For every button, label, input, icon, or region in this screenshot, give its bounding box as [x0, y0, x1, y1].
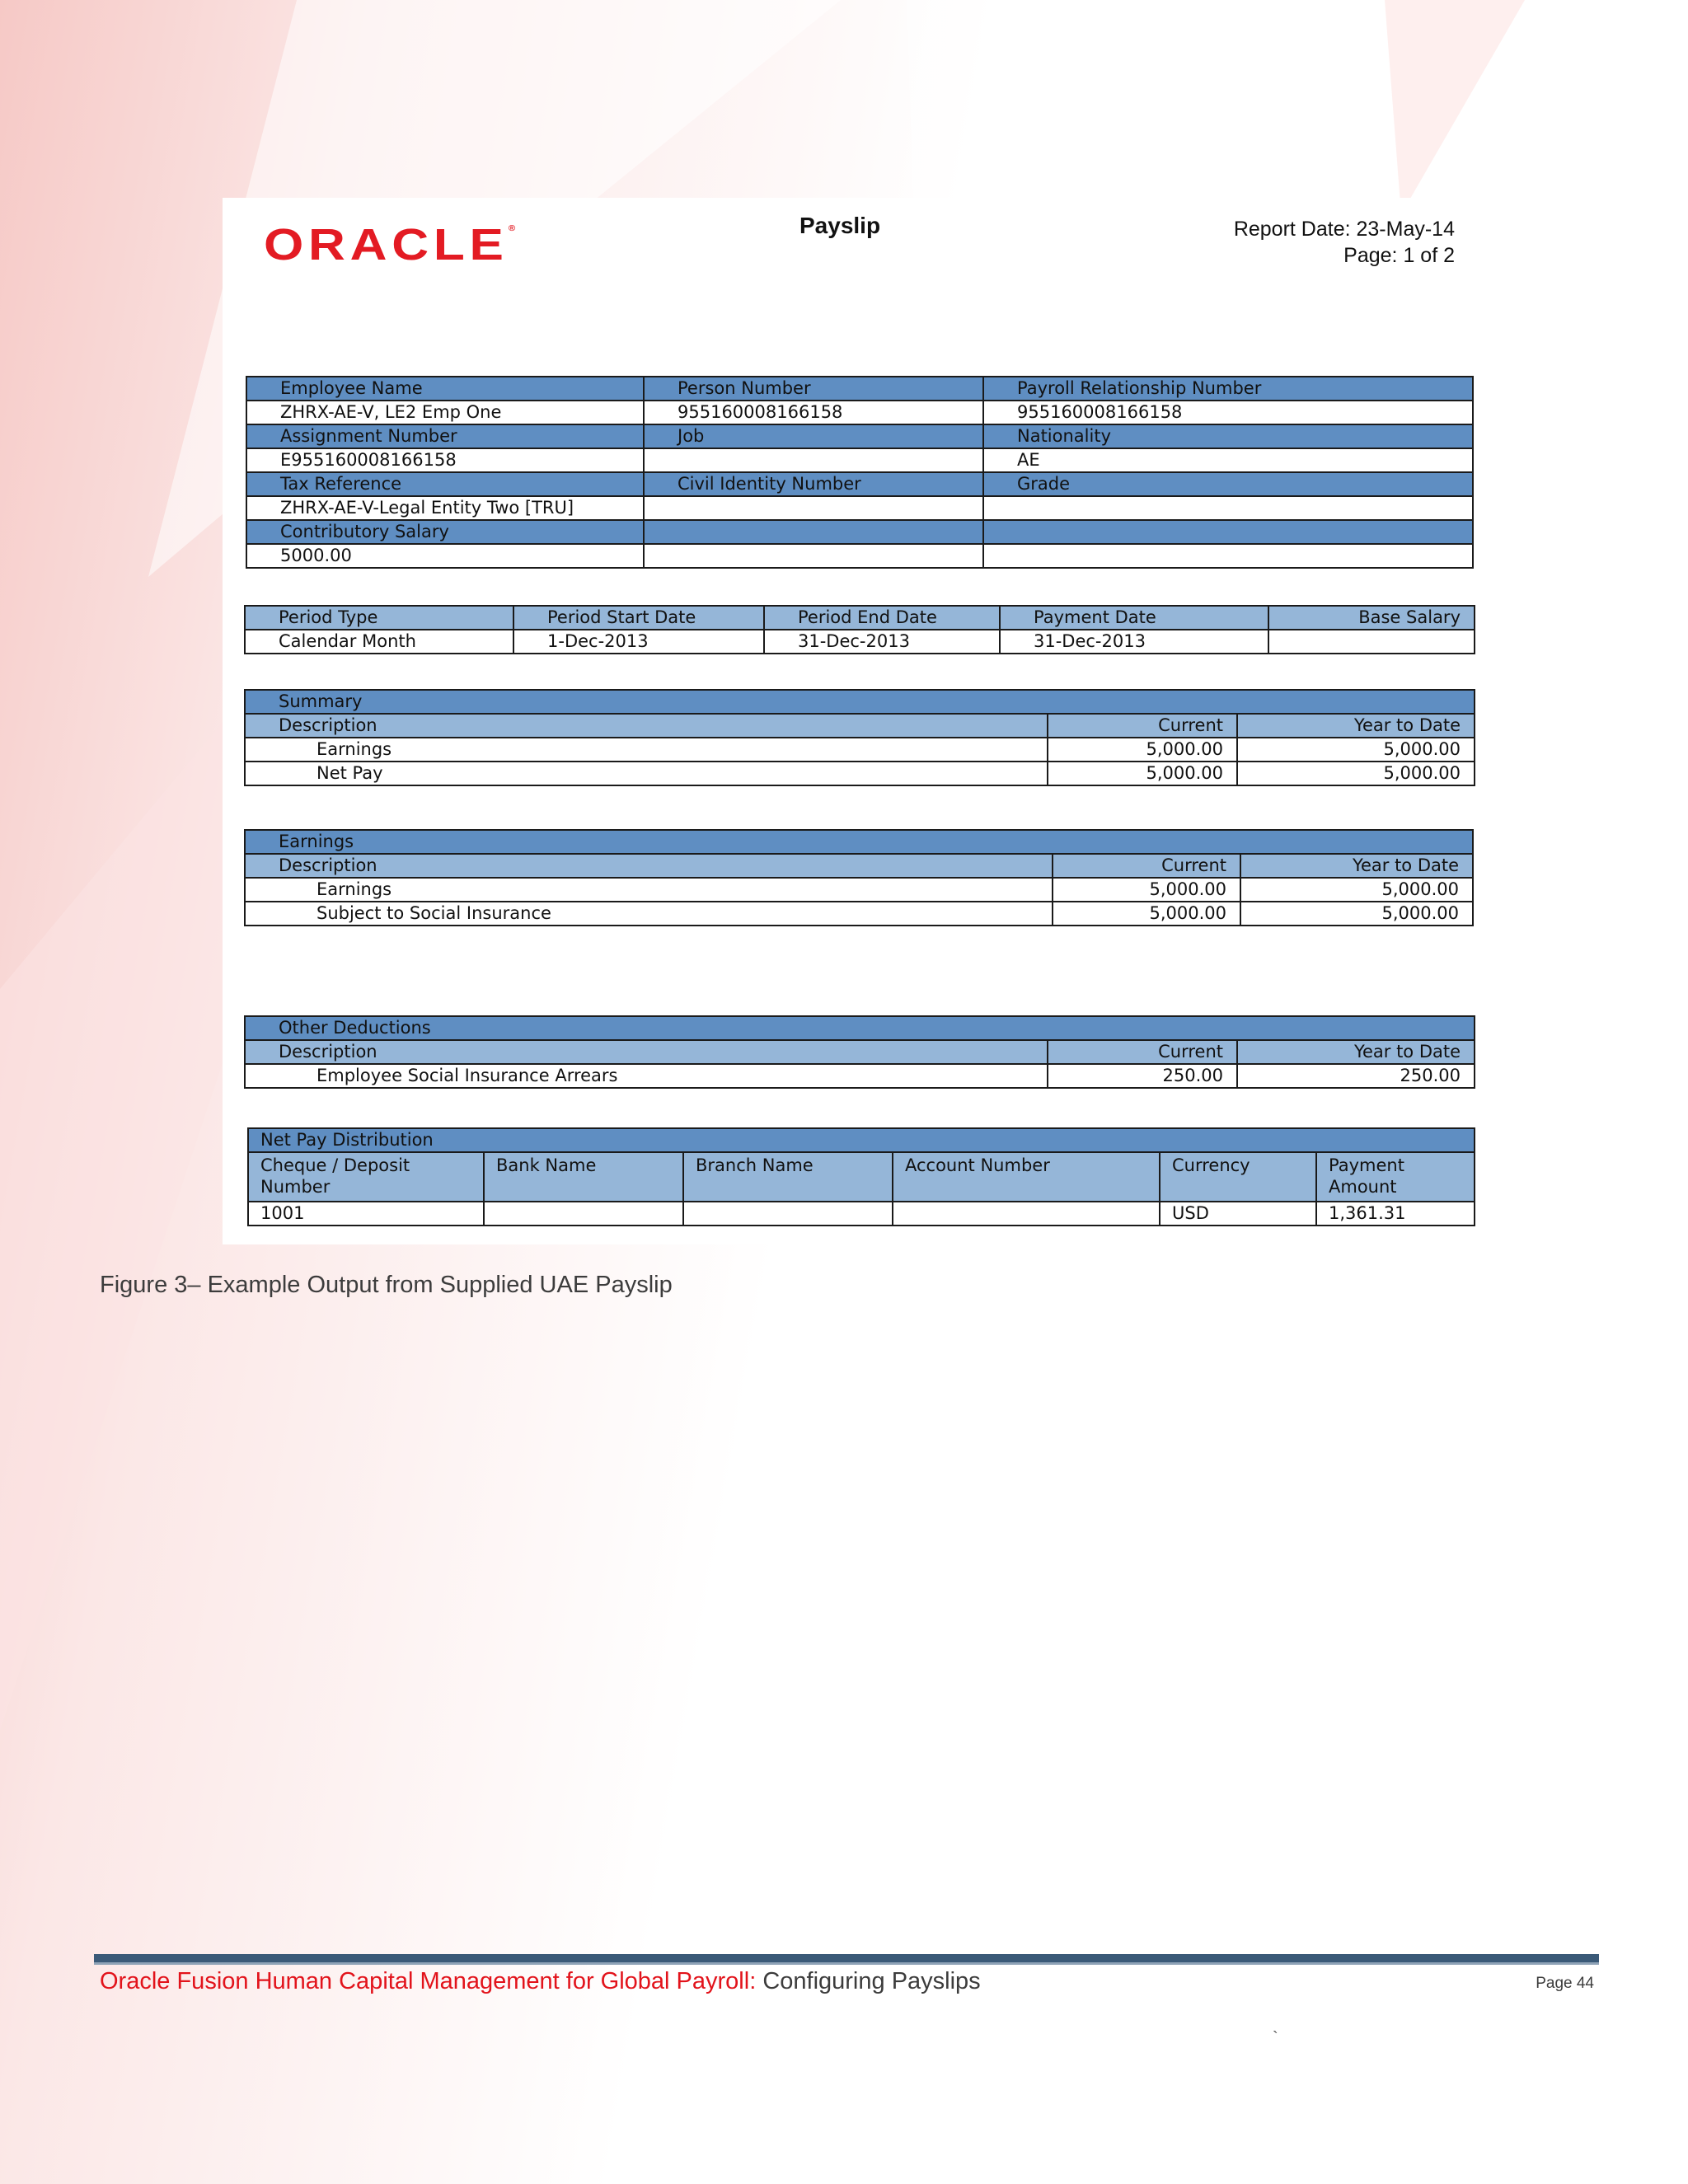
table-row [246, 520, 1473, 544]
row-description: Employee Social Insurance Arrears [245, 1064, 1048, 1088]
header-year-to-date: Year to Date [1237, 714, 1475, 738]
row-description: Subject to Social Insurance [245, 902, 1053, 926]
table-row [245, 714, 1475, 738]
net-pay-distribution-section-title: Net Pay Distribution [248, 1128, 1475, 1152]
value-job [644, 448, 983, 472]
header-bank-name: Bank Name [484, 1152, 683, 1202]
page-indicator: Page: 1 of 2 [1343, 244, 1455, 267]
empty-cell [983, 520, 1473, 544]
table-row [245, 830, 1473, 854]
label-payroll-relationship-number: Payroll Relationship Number [983, 377, 1473, 401]
label-contributory-salary: Contributory Salary [246, 520, 644, 544]
row-year-to-date: 5,000.00 [1240, 902, 1473, 926]
table-row [248, 1128, 1475, 1152]
footer-title [100, 1968, 981, 1995]
label-nationality: Nationality [983, 424, 1473, 448]
table-row [246, 496, 1473, 520]
header-period-end-date: Period End Date [764, 606, 1000, 630]
table-row [245, 738, 1475, 762]
value-assignment-number: E955160008166158 [246, 448, 644, 472]
value-bank-name [484, 1202, 683, 1226]
value-cheque-deposit-number: 1001 [248, 1202, 484, 1226]
value-payroll-relationship-number: 955160008166158 [983, 401, 1473, 424]
table-row [245, 690, 1475, 714]
table-row [248, 1202, 1475, 1226]
row-current: 5,000.00 [1048, 762, 1237, 785]
label-assignment-number: Assignment Number [246, 424, 644, 448]
header-cheque-deposit-number: Cheque / Deposit Number [248, 1152, 484, 1202]
table-row [245, 606, 1475, 630]
row-description: Earnings [245, 878, 1053, 902]
row-current: 5,000.00 [1053, 878, 1240, 902]
table-row [246, 401, 1473, 424]
header-period-start-date: Period Start Date [513, 606, 764, 630]
header-current: Current [1048, 714, 1237, 738]
value-grade [983, 496, 1473, 520]
header-year-to-date: Year to Date [1237, 1040, 1475, 1064]
employee-info-table [246, 376, 1474, 569]
header-description: Description [245, 1040, 1048, 1064]
footer-doc-subtitle: Configuring Payslips [756, 1968, 981, 1994]
report-info [1234, 216, 1455, 269]
value-branch-name [683, 1202, 893, 1226]
value-period-start-date: 1-Dec-2013 [513, 630, 764, 654]
header-branch-name: Branch Name [683, 1152, 893, 1202]
table-row [246, 377, 1473, 401]
table-row [245, 878, 1473, 902]
stray-mark: ` [1273, 2029, 1278, 2047]
table-row [246, 424, 1473, 448]
header-description: Description [245, 854, 1053, 878]
row-year-to-date: 5,000.00 [1240, 878, 1473, 902]
value-civil-identity-number [644, 496, 983, 520]
header-current: Current [1053, 854, 1240, 878]
table-row [246, 544, 1473, 568]
net-pay-distribution-table [247, 1127, 1475, 1226]
row-year-to-date: 250.00 [1237, 1064, 1475, 1088]
header-year-to-date: Year to Date [1240, 854, 1473, 878]
table-row [246, 448, 1473, 472]
other-deductions-section-title: Other Deductions [245, 1016, 1475, 1040]
pink-wedge [1385, 0, 1525, 214]
row-year-to-date: 5,000.00 [1237, 762, 1475, 785]
label-grade: Grade [983, 472, 1473, 496]
table-row [245, 1016, 1475, 1040]
table-row [246, 472, 1473, 496]
earnings-table [244, 829, 1474, 926]
value-currency: USD [1160, 1202, 1316, 1226]
figure-caption: Figure 3– Example Output from Supplied UAE Payslip [100, 1272, 673, 1298]
table-row [245, 1040, 1475, 1064]
table-row [248, 1152, 1475, 1202]
label-employee-name: Employee Name [246, 377, 644, 401]
other-deductions-table [244, 1015, 1475, 1089]
value-payment-amount: 1,361.31 [1316, 1202, 1475, 1226]
value-person-number: 955160008166158 [644, 401, 983, 424]
footer-doc-title: Oracle Fusion Human Capital Management for Global Payroll: [100, 1968, 757, 1994]
header-payment-date: Payment Date [1000, 606, 1268, 630]
value-employee-name: ZHRX-AE-V, LE2 Emp One [246, 401, 644, 424]
earnings-section-title: Earnings [245, 830, 1473, 854]
row-description: Net Pay [245, 762, 1048, 785]
table-row [245, 854, 1473, 878]
value-nationality: AE [983, 448, 1473, 472]
label-job: Job [644, 424, 983, 448]
empty-cell [644, 544, 983, 568]
header-period-type: Period Type [245, 606, 513, 630]
label-person-number: Person Number [644, 377, 983, 401]
row-year-to-date: 5,000.00 [1237, 738, 1475, 762]
header-account-number: Account Number [893, 1152, 1160, 1202]
label-civil-identity-number: Civil Identity Number [644, 472, 983, 496]
value-tax-reference: ZHRX-AE-V-Legal Entity Two [TRU] [246, 496, 644, 520]
label-tax-reference: Tax Reference [246, 472, 644, 496]
value-contributory-salary: 5000.00 [246, 544, 644, 568]
table-row [245, 1064, 1475, 1088]
row-current: 5,000.00 [1048, 738, 1237, 762]
table-row [245, 902, 1473, 926]
empty-cell [983, 544, 1473, 568]
header-payment-amount: Payment Amount [1316, 1152, 1475, 1202]
value-period-end-date: 31-Dec-2013 [764, 630, 1000, 654]
summary-section-title: Summary [245, 690, 1475, 714]
oracle-logo: ORACLE® [264, 220, 516, 269]
header-description: Description [245, 714, 1048, 738]
summary-table [244, 689, 1475, 786]
report-date: Report Date: 23-May-14 [1233, 218, 1455, 241]
row-current: 250.00 [1048, 1064, 1237, 1088]
row-description: Earnings [245, 738, 1048, 762]
payslip-image [223, 198, 1492, 1244]
header-base-salary: Base Salary [1268, 606, 1475, 630]
value-period-type: Calendar Month [245, 630, 513, 654]
value-account-number [893, 1202, 1160, 1226]
empty-cell [644, 520, 983, 544]
header-current: Current [1048, 1040, 1237, 1064]
footer-page-number: Page 44 [1536, 1975, 1594, 1992]
value-base-salary [1268, 630, 1475, 654]
period-table [244, 605, 1475, 654]
value-payment-date: 31-Dec-2013 [1000, 630, 1268, 654]
table-row [245, 630, 1475, 654]
footer-divider [94, 1954, 1599, 1965]
header-currency: Currency [1160, 1152, 1316, 1202]
row-current: 5,000.00 [1053, 902, 1240, 926]
table-row [245, 762, 1475, 785]
payslip-title: Payslip [799, 213, 881, 238]
